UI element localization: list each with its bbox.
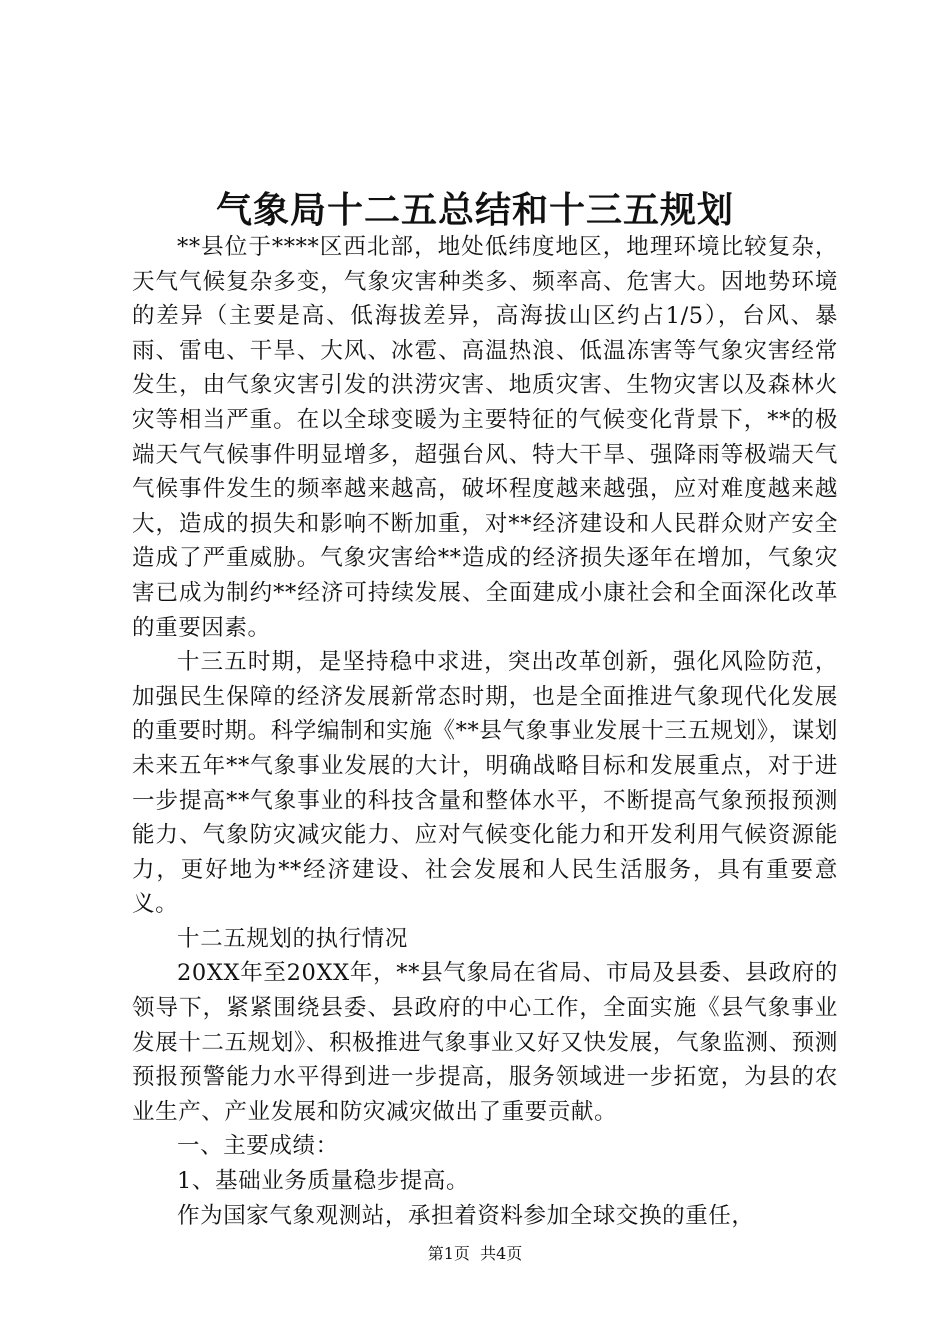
section-heading: 十二五规划的执行情况 xyxy=(177,925,409,952)
page-total: 共4页 xyxy=(480,1244,523,1263)
page-number: 第1页 xyxy=(427,1244,470,1263)
paragraph: **县位于****区西北部，地处低纬度地区，地理环境比较复杂，天气气候复杂多变，气象灾害种类多、频率高、危害大。因地势环境的差异（主要是高、低海拔差异，高海拔山区约占1/5），台风、暴雨、雷电、干旱、大风、冰雹、高温热浪、低温冻害等气象灾害经常发生，由气象灾害引发的洪涝灾害、地质灾害、生物灾害以及森林火灾等相当严重。在以全球变暖为主要特征的气候变化背景下，**的极端天气气候事件明显增多，超强台风、特大干旱、强降雨等极端天气气候事件发生的频率越来越高，破坏程度越来越强，应对难度越来越大，造成的损失和影响不断加重，对**经济建设和人民群众财产安全造成了严重威胁。气象灾害给**造成的经济损失逐年在增加，气象灾害已成为制约**经济可持续发展、全面建成小康社会和全面深化改革的重要因素。 xyxy=(132,234,838,641)
paragraph: 十三五时期，是坚持稳中求进，突出改革创新，强化风险防范，加强民生保障的经济发展新常态时期，也是全面推进气象现代化发展的重要时期。科学编制和实施《**县气象事业发展十三五规划》，谋划未来五年**气象事业发展的大计，明确战略目标和发展重点，对于进一步提高**气象事业的科技含量和整体水平，不断提高气象预报预测能力、气象防灾减灾能力、应对气候变化能力和开发利用气候资源能力，更好地为**经济建设、社会发展和人民生活服务，具有重要意义。 xyxy=(132,649,838,918)
document-body xyxy=(132,230,838,1233)
page-footer xyxy=(0,1243,950,1265)
paragraph: 作为国家气象观测站，承担着资料参加全球交换的重任， xyxy=(177,1202,755,1229)
paragraph: 20XX年至20XX年，**县气象局在省局、市局及县委、县政府的领导下，紧紧围绕县委、县政府的中心工作，全面实施《县气象事业发展十二五规划》、积极推进气象事业又好又快发展，气象监测、预测预报预警能力水平得到进一步提高，服务领域进一步拓宽，为县的农业生产、产业发展和防灾减灾做出了重要贡献。 xyxy=(132,960,838,1125)
document-title: 气象局十二五总结和十三五规划 xyxy=(215,189,734,231)
subsection-heading: 1、基础业务质量稳步提高。 xyxy=(177,1168,470,1195)
section-heading: 一、主要成绩： xyxy=(177,1133,339,1160)
